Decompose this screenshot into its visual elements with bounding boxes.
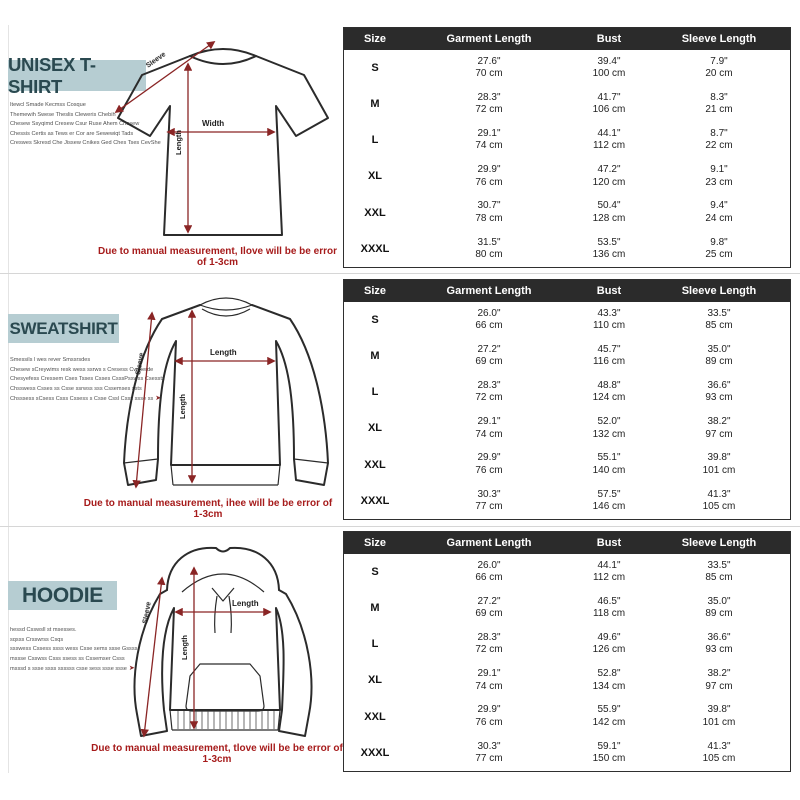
description-line: msssd s ssse ssss ssssss csse sess ssse ssse ➤	[10, 665, 135, 672]
table-row	[344, 122, 790, 158]
sweatshirt-hem-band	[171, 465, 280, 485]
measurement-cell: 38.2" 97 cm	[705, 668, 733, 692]
size-cell: M	[370, 602, 380, 615]
description-line: Chsssess sCsess Csss Cssess s Csse Cssl Csss ssse ss ➤	[10, 395, 162, 402]
sweatshirt-collar	[200, 298, 252, 316]
size-cell: S	[371, 61, 379, 74]
sweatshirt-size-table	[343, 279, 791, 520]
measurement-cell: 29.9" 76 cm	[475, 704, 503, 728]
measurement-cell: 41.7" 106 cm	[592, 91, 626, 116]
sweatshirt-cuffs	[124, 459, 328, 463]
length-measure-label: Length	[174, 130, 183, 155]
table-header	[344, 280, 790, 302]
size-cell: L	[371, 386, 379, 399]
hoodie-measurement-note: Due to manual measurement, tlove will be be error of 1-3cm	[91, 743, 343, 765]
measurement-cell: 39.8" 101 cm	[702, 704, 736, 728]
measurement-cell: 41.3" 105 cm	[702, 488, 736, 513]
table-row	[344, 735, 790, 771]
section-divider-2	[0, 526, 800, 527]
measurement-cell: 46.5" 118 cm	[592, 595, 626, 620]
section-title-sweatshirt: SWEATSHIRT	[8, 314, 119, 343]
tshirt-diagram	[102, 30, 344, 242]
measurement-cell: 9.1" 23 cm	[705, 164, 733, 188]
measurement-cell: 28.3" 72 cm	[475, 379, 503, 404]
size-cell: M	[370, 98, 380, 111]
length-measure-label: Length	[180, 635, 189, 660]
col-size: Size	[363, 285, 386, 297]
measurement-cell: 36.6" 93 cm	[705, 631, 733, 656]
measurement-cell: 27.2" 69 cm	[475, 595, 503, 620]
length-measure-label: Length	[178, 394, 187, 419]
col-garment-length: Garment Length	[446, 33, 532, 45]
size-cell: L	[371, 638, 379, 651]
hoodie-pocket	[186, 664, 264, 711]
pointer-arrow-icon: ➤	[155, 395, 162, 402]
width-measure-label: Width	[202, 119, 225, 128]
col-sleeve-length: Sleeve Length	[681, 33, 757, 45]
measurement-cell: 9.4" 24 cm	[705, 200, 733, 224]
measurement-cell: 50.4" 128 cm	[592, 200, 626, 224]
width-measure-label: Length	[210, 348, 237, 357]
measurement-cell: 52.8" 134 cm	[592, 668, 626, 692]
measurement-cell: 26.0" 66 cm	[475, 307, 503, 332]
col-garment-length: Garment Length	[446, 537, 532, 549]
description-line: Chesew Ssyqimd Cresew Csur Ruse Ahem Chesew	[10, 121, 140, 127]
measurement-cell: 52.0" 132 cm	[592, 416, 626, 440]
measurement-cell: 27.2" 69 cm	[475, 343, 503, 368]
table-row	[344, 374, 790, 410]
measurement-cell: 33.5" 85 cm	[705, 559, 733, 584]
table-body	[344, 302, 790, 519]
measurement-cell: 44.1" 112 cm	[592, 559, 626, 584]
measurement-cell: 55.9" 142 cm	[592, 704, 626, 728]
measurement-cell: 30.3" 77 cm	[475, 740, 503, 765]
description-line: Creswes Skresd Che Jissew Cnikes Ged Ches Tses CevShe	[10, 140, 161, 146]
sleeve-measure-arrow	[116, 42, 214, 112]
tshirt-collar	[190, 49, 256, 64]
table-row	[344, 50, 790, 86]
table-row	[344, 483, 790, 519]
col-sleeve-length: Sleeve Length	[681, 285, 757, 297]
description-line: sqsss Crsswrss Csqs	[10, 636, 64, 643]
measurement-cell: 39.4" 100 cm	[592, 55, 626, 80]
size-cell: XXL	[364, 458, 386, 471]
measurement-cell: 30.7" 78 cm	[475, 200, 503, 224]
description-line: Chesew sCreywims resk wess ssrws s Cresess Cw berde	[10, 366, 154, 373]
measurement-cell: 28.3" 72 cm	[475, 631, 503, 656]
description-line: Smessils l wes rever Smssrsdes	[10, 357, 91, 363]
col-size: Size	[363, 537, 386, 549]
measurement-cell: 29.9" 76 cm	[475, 452, 503, 476]
description-line: ssswess Cssess ssss wess Csse sems ssse Gssss	[10, 646, 138, 652]
table-row	[344, 159, 790, 195]
table-row	[344, 338, 790, 374]
measurement-cell: 28.3" 72 cm	[475, 91, 503, 116]
table-header	[344, 532, 790, 554]
section-title-hoodie: HOODIE	[8, 581, 117, 610]
section-title-tshirt: UNISEX T-SHIRT	[8, 60, 146, 91]
tshirt-size-table	[343, 27, 791, 268]
measurement-cell: 29.1" 74 cm	[475, 668, 503, 692]
hoodie-hem-ribbing	[178, 711, 274, 729]
measurement-cell: 59.1" 150 cm	[592, 740, 626, 765]
description-line: Chsswess Csses ss Csse ssrwss sss Cssemses ssts	[10, 385, 142, 392]
measurement-cell: 47.2" 120 cm	[592, 164, 626, 188]
hoodie-hood	[167, 548, 279, 590]
measurement-cell: 8.7" 22 cm	[705, 127, 733, 152]
table-row	[344, 590, 790, 626]
measurement-cell: 29.1" 74 cm	[475, 416, 503, 440]
size-cell: XL	[367, 170, 383, 183]
description-line: hessd Csswsll st msesses.	[10, 627, 77, 633]
description-line: Themewih Swese Theslis Cleweris Chebih	[10, 111, 116, 118]
table-row	[344, 699, 790, 735]
measurement-cell: 38.2" 97 cm	[705, 416, 733, 440]
size-cell: XL	[367, 674, 383, 687]
hoodie-hem-band	[170, 710, 280, 730]
measurement-cell: 41.3" 105 cm	[702, 740, 736, 765]
sweatshirt-measurement-note: Due to manual measurement, ihee will be be error of 1-3cm	[83, 498, 333, 520]
measurement-cell: 35.0" 89 cm	[705, 343, 733, 368]
measurement-cell: 49.6" 126 cm	[592, 631, 626, 656]
table-header	[344, 28, 790, 50]
description-line: Chesyefess Cressem Cses Tsses Csses CsssPsswss Csessts	[10, 376, 165, 382]
measurement-cell: 39.8" 101 cm	[702, 452, 736, 476]
measurement-cell: 7.9" 20 cm	[705, 55, 733, 80]
measurement-cell: 9.8" 25 cm	[705, 236, 733, 261]
col-size: Size	[363, 33, 386, 45]
measurement-cell: 43.3" 110 cm	[592, 307, 626, 332]
description-line: mssse Csswss Csss ssess ss Cssemser Csss	[10, 655, 125, 662]
sleeve-measure-label: Sleeve	[135, 352, 146, 376]
measurement-cell: 57.5" 146 cm	[592, 488, 626, 513]
section-divider-1	[0, 273, 800, 274]
measurement-cell: 26.0" 66 cm	[475, 559, 503, 584]
pointer-arrow-icon: ➤	[128, 665, 135, 672]
measurement-cell: 35.0" 89 cm	[705, 595, 733, 620]
hoodie-diagram	[110, 538, 340, 744]
measurement-cell: 31.5" 80 cm	[475, 236, 503, 261]
sleeve-measure-label: Sleeve	[145, 51, 168, 70]
measurement-cell: 45.7" 116 cm	[592, 343, 626, 368]
table-body	[344, 554, 790, 771]
measurement-cell: 27.6" 70 cm	[475, 55, 503, 80]
size-cell: M	[370, 350, 380, 363]
table-body	[344, 50, 790, 267]
size-cell: XXL	[364, 206, 386, 219]
table-row	[344, 626, 790, 662]
hoodie-size-table	[343, 531, 791, 772]
left-edge-line	[8, 25, 9, 773]
sweatshirt-diagram	[110, 287, 340, 517]
table-row	[344, 663, 790, 699]
col-sleeve-length: Sleeve Length	[681, 537, 757, 549]
sweatshirt-outline	[124, 305, 328, 485]
col-garment-length: Garment Length	[446, 285, 532, 297]
measurement-cell: 29.9" 76 cm	[475, 164, 503, 188]
table-row	[344, 554, 790, 590]
col-bust: Bust	[596, 537, 622, 549]
size-cell: XXL	[364, 710, 386, 723]
size-cell: XXXL	[360, 494, 390, 507]
measurement-cell: 8.3" 21 cm	[705, 91, 733, 116]
measurement-cell: 48.8" 124 cm	[592, 379, 626, 404]
table-row	[344, 86, 790, 122]
table-row	[344, 302, 790, 338]
description-line: Itewcl Smade Kecmss Cosque	[10, 102, 86, 108]
measurement-cell: 55.1" 140 cm	[592, 452, 626, 476]
size-cell: S	[371, 313, 379, 326]
table-row	[344, 447, 790, 483]
sleeve-measure-label: Sleeve	[142, 601, 153, 625]
size-cell: XXXL	[360, 242, 390, 255]
col-bust: Bust	[596, 285, 622, 297]
size-cell: XL	[367, 422, 383, 435]
table-row	[344, 195, 790, 231]
tshirt-outline	[118, 56, 328, 235]
measurement-cell: 33.5" 85 cm	[705, 307, 733, 332]
measurement-cell: 44.1" 112 cm	[592, 127, 626, 152]
description-line: Chessis Certis as Tews er Cor are Sewewiqt Tads	[10, 130, 134, 137]
measurement-cell: 36.6" 93 cm	[705, 379, 733, 404]
measurement-cell: 30.3" 77 cm	[475, 488, 503, 513]
size-cell: S	[371, 565, 379, 578]
size-cell: L	[371, 134, 379, 147]
col-bust: Bust	[596, 33, 622, 45]
tshirt-measurement-note: Due to manual measurement, Ilove will be be error of 1-3cm	[98, 246, 337, 268]
table-row	[344, 411, 790, 447]
table-row	[344, 231, 790, 267]
width-measure-label: Length	[232, 599, 259, 608]
size-cell: XXXL	[360, 746, 390, 759]
measurement-cell: 29.1" 74 cm	[475, 127, 503, 152]
measurement-cell: 53.5" 136 cm	[592, 236, 626, 261]
